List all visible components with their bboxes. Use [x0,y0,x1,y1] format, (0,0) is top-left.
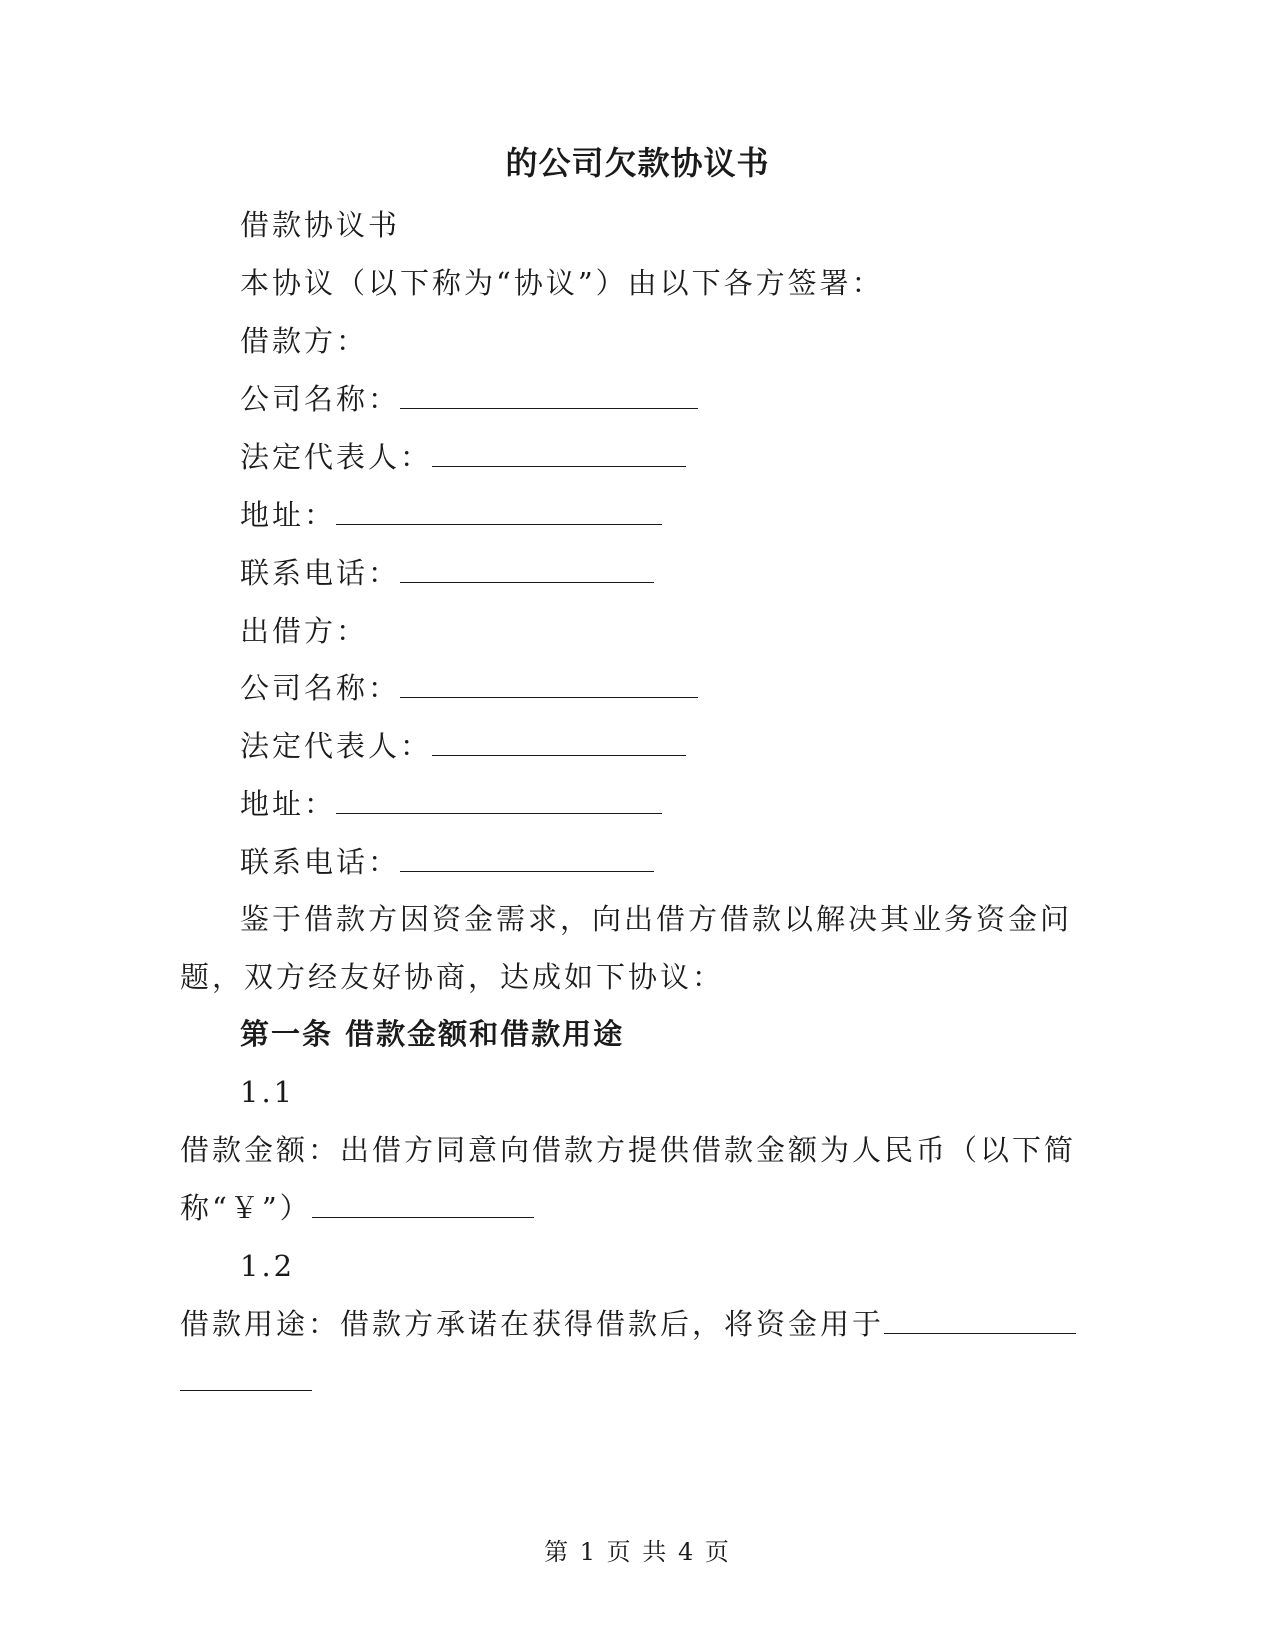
lender-company-label: 公司名称： [240,671,401,705]
lender-phone-blank[interactable] [400,843,654,872]
lender-legal-rep-label: 法定代表人： [240,729,433,763]
lender-phone-label: 联系电话： [240,845,401,879]
borrower-legal-rep-label: 法定代表人： [240,440,433,474]
clause-1-2-number: 1.2 [240,1249,296,1283]
lender-address-blank[interactable] [336,785,662,814]
lender-address-row [240,784,662,824]
lender-phone-row [240,842,654,882]
loan-purpose-blank-2[interactable] [180,1362,312,1391]
lender-company-row [240,668,698,708]
borrower-company-row [240,379,698,419]
borrower-legal-rep-row [240,437,686,477]
page-footer: 第 1 页 共 4 页 [544,1538,731,1566]
borrower-phone-blank[interactable] [400,554,654,583]
borrower-phone-label: 联系电话： [240,556,401,590]
lender-heading: 出借方： [240,614,369,648]
lender-legal-rep-row [240,726,686,766]
lender-address-label: 地址： [240,787,337,821]
borrower-phone-row [240,553,654,593]
clause-1-1-number: 1.1 [240,1075,296,1109]
lender-company-blank[interactable] [400,669,698,698]
article-1-heading: 第一条 借款金额和借款用途 [240,1017,625,1051]
clause-1-1-line-2: 称“￥”） [180,1191,312,1225]
clause-1-2-line-1-row [180,1304,1076,1344]
borrower-heading: 借款方： [240,324,369,358]
document-subtitle: 借款协议书 [240,208,401,242]
lender-legal-rep-blank[interactable] [432,727,686,756]
recital-line-2: 题，双方经友好协商，达成如下协议： [180,960,725,994]
borrower-address-label: 地址： [240,498,337,532]
borrower-company-blank[interactable] [400,380,698,409]
borrower-address-blank[interactable] [336,496,662,525]
loan-amount-blank[interactable] [312,1189,534,1218]
recital-line-1: 鉴于借款方因资金需求，向出借方借款以解决其业务资金问 [240,902,1073,936]
clause-1-1-line-1: 借款金额：出借方同意向借款方提供借款金额为人民币（以下简 [180,1133,1077,1167]
clause-1-2-line-1: 借款用途：借款方承诺在获得借款后，将资金用于 [180,1307,885,1341]
borrower-company-label: 公司名称： [240,382,401,416]
intro-paragraph: 本协议（以下称为“协议”）由以下各方签署： [240,266,884,300]
document-title: 的公司欠款协议书 [505,144,770,182]
clause-1-1-line-2-row [180,1188,534,1228]
borrower-address-row [240,495,662,535]
borrower-legal-rep-blank[interactable] [432,438,686,467]
loan-purpose-blank-1[interactable] [884,1305,1076,1334]
